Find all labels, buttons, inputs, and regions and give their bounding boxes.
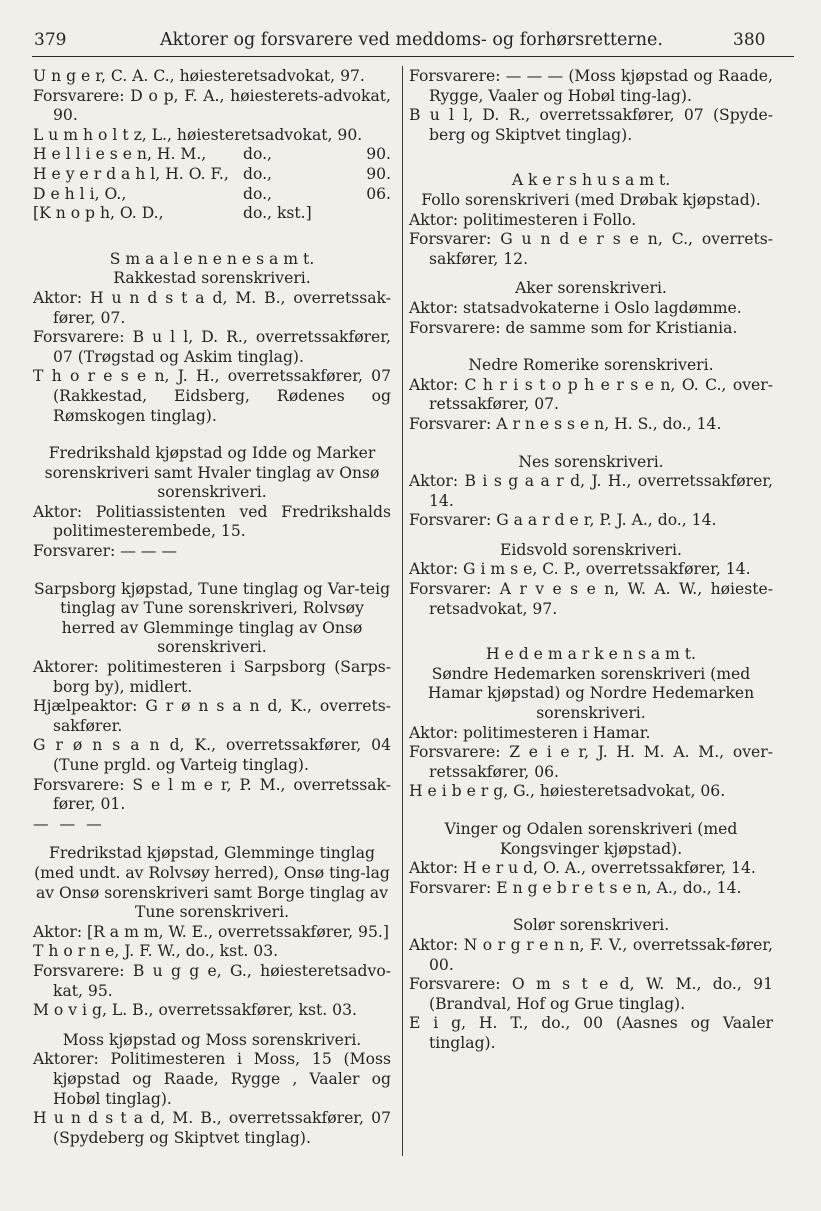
entry: Forsvarer: — — — bbox=[33, 542, 177, 561]
separator-dashes: — — — bbox=[33, 814, 105, 833]
entry: H u n d s t a d, M. B., overretssakfører, 07 (Spydeberg og Skiptvet tinglag). bbox=[33, 1109, 391, 1147]
running-title: Aktorer og forsvarere ved meddoms- og forhørsretterne. bbox=[160, 30, 663, 50]
entry: Aktor: H u n d s t a d, M. B., overretssak-fører, 07. bbox=[33, 288, 391, 327]
entry: Forsvarere: S e l m e r, P. M., overretssak-fører, 01. bbox=[33, 775, 391, 814]
right-column bbox=[409, 67, 773, 1054]
entry: T h o r e s e n, J. H., overretssakfører, 07 (Rakkestad, Eidsberg, Rødenes og Rømskogen tinglag). bbox=[33, 367, 391, 425]
entry: Forsvarer: G a a r d e r, P. J. A., do., 14. bbox=[409, 511, 717, 530]
table-row: D e h l i, O., do., 06. bbox=[33, 184, 391, 203]
subsection-heading: Moss kjøpstad og Moss sorenskriveri. bbox=[62, 1030, 362, 1049]
table-row: H e l l i e s e n, H. M., do., 90. bbox=[33, 145, 391, 164]
entry: Forsvarer: A r v e s e n, W. A. W., høieste-retsadvokat, 97. bbox=[409, 580, 773, 618]
entry: Aktorer: Politimesteren i Moss, 15 (Moss kjøpstad og Raade, Rygge , Vaaler og Hobøl tinglag). bbox=[33, 1050, 391, 1108]
subsection-heading: Nedre Romerike sorenskriveri. bbox=[468, 356, 714, 375]
entry: Forsvarere: — — — (Moss kjøpstad og Raade, Rygge, Vaaler og Hobøl ting-lag). bbox=[409, 67, 773, 105]
section-heading: A k e r s h u s a m t. bbox=[511, 171, 671, 190]
entry: T h o r n e, J. F. W., do., kst. 03. bbox=[33, 942, 279, 961]
subsection-heading: Follo sorenskriveri (med Drøbak kjøpstad). bbox=[421, 190, 761, 209]
entry: Aktor: N o r g r e n n, F. V., overretssak-fører, 00. bbox=[409, 935, 773, 974]
page-number-left: 379 bbox=[34, 30, 67, 50]
subsection-heading: Nes sorenskriveri. bbox=[518, 452, 664, 471]
entry: Aktor: statsadvokaterne i Oslo lagdømme. bbox=[409, 298, 742, 317]
entry: Forsvarere: de samme som for Kristiania. bbox=[409, 318, 738, 337]
entry: Forsvarere: B u l l, D. R., overretssakfører, 07 (Trøgstad og Askim tinglag). bbox=[33, 328, 391, 366]
entry: Forsvarere: O m s t e d, W. M., do., 91 (Brandval, Hof og Grue tinglag). bbox=[409, 975, 773, 1013]
header-rule bbox=[32, 56, 794, 57]
table-row: H e y e r d a h l, H. O. F., do., 90. bbox=[33, 164, 391, 183]
entry: Aktor: Politiassistenten ved Fredrikshalds politimesterembede, 15. bbox=[33, 502, 391, 541]
subsection-heading: Fredrikshald kjøpstad og Idde og Marker sorenskriveri samt Hvaler tinglag av Onsø sorenskriveri. bbox=[44, 444, 380, 502]
table-row: [K n o p h, O. D., do., kst.] bbox=[33, 204, 312, 223]
subsection-heading: Vinger og Odalen sorenskriveri (med Kongsvinger kjøpstad). bbox=[444, 820, 738, 858]
entry: H e i b e r g, G., høiesteretsadvokat, 06. bbox=[409, 782, 726, 801]
column-divider bbox=[402, 66, 403, 1156]
entry: M o v i g, L. B., overretssakfører, kst. 03. bbox=[33, 1001, 357, 1020]
entry: Forsvarer: E n g e b r e t s e n, A., do., 14. bbox=[409, 878, 742, 897]
section-heading: H e d e m a r k e n s a m t. bbox=[485, 645, 697, 664]
subsection-heading: Søndre Hedemarken sorenskriveri (med Hamar kjøpstad) og Nordre Hedemarken sorenskriveri. bbox=[427, 664, 755, 723]
entry: Forsvarer: G u n d e r s e n, C., overrets-sakfører, 12. bbox=[409, 230, 773, 268]
subsection-heading: Rakkestad sorenskriveri. bbox=[113, 269, 311, 288]
page-number-right: 380 bbox=[733, 30, 766, 50]
entry: Forsvarer: A r n e s s e n, H. S., do., 14. bbox=[409, 414, 722, 433]
subsection-heading: Sarpsborg kjøpstad, Tune tinglag og Var-teig tinglag av Tune sorenskriveri, Rolvsøy herred av Glemminge tinglag av Onsø sorenskriveri. bbox=[33, 579, 391, 657]
entry: Aktor: politimesteren i Hamar. bbox=[409, 723, 651, 742]
entry: Aktor: [R a m m, W. E., overretssakfører, 95.] bbox=[33, 922, 389, 941]
entry: Aktor: H e r u d, O. A., overretssakfører, 14. bbox=[409, 859, 756, 878]
entry: Aktor: politimesteren i Follo. bbox=[409, 210, 637, 229]
subsection-heading: Solør sorenskriveri. bbox=[512, 916, 670, 935]
entry: Aktor: G i m s e, C. P., overretssakfører, 14. bbox=[409, 560, 751, 579]
entry: Forsvarere: B u g g e, G., høiesteretsadvo-kat, 95. bbox=[33, 961, 391, 1000]
subsection-heading: Fredrikstad kjøpstad, Glemminge tinglag (med undt. av Rolvsøy herred), Onsø ting-lag av Onsø sorenskriveri samt Borge tinglag av Tune sorenskriveri. bbox=[34, 844, 390, 922]
entry: G r ø n s a n d, K., overretssakfører, 04 (Tune prgld. og Varteig tinglag). bbox=[33, 736, 391, 774]
entry: Aktor: B i s g a a r d, J. H., overretssakfører, 14. bbox=[409, 472, 773, 510]
subsection-heading: Aker sorenskriveri. bbox=[515, 279, 667, 298]
section-heading: S m a a l e n e n e s a m t. bbox=[109, 249, 315, 268]
entry: Forsvarere: Z e i e r, J. H. M. A. M., over-retssakfører, 06. bbox=[409, 743, 773, 781]
entry: L u m h o l t z, L., høiesteretsadvokat, 90. bbox=[33, 125, 363, 144]
entry: Forsvarere: D o p, F. A., høiesterets-advokat, 90. bbox=[33, 86, 391, 125]
entry: E i g, H. T., do., 00 (Aasnes og Vaaler tinglag). bbox=[409, 1014, 773, 1052]
entry: Aktorer: politimesteren i Sarpsborg (Sarps-borg by), midlert. bbox=[33, 658, 391, 696]
page-header bbox=[0, 0, 821, 60]
entry: B u l l, D. R., overretssakfører, 07 (Spyde-berg og Skiptvet tinglag). bbox=[409, 106, 773, 144]
entry: Hjælpeaktor: G r ø n s a n d, K., overrets-sakfører. bbox=[33, 697, 391, 735]
subsection-heading: Eidsvold sorenskriveri. bbox=[500, 540, 682, 559]
entry: Aktor: C h r i s t o p h e r s e n, O. C., over-retssakfører, 07. bbox=[409, 375, 773, 414]
left-column bbox=[33, 67, 391, 1148]
entry: U n g e r, C. A. C., høiesteretsadvokat, 97. bbox=[33, 67, 365, 85]
